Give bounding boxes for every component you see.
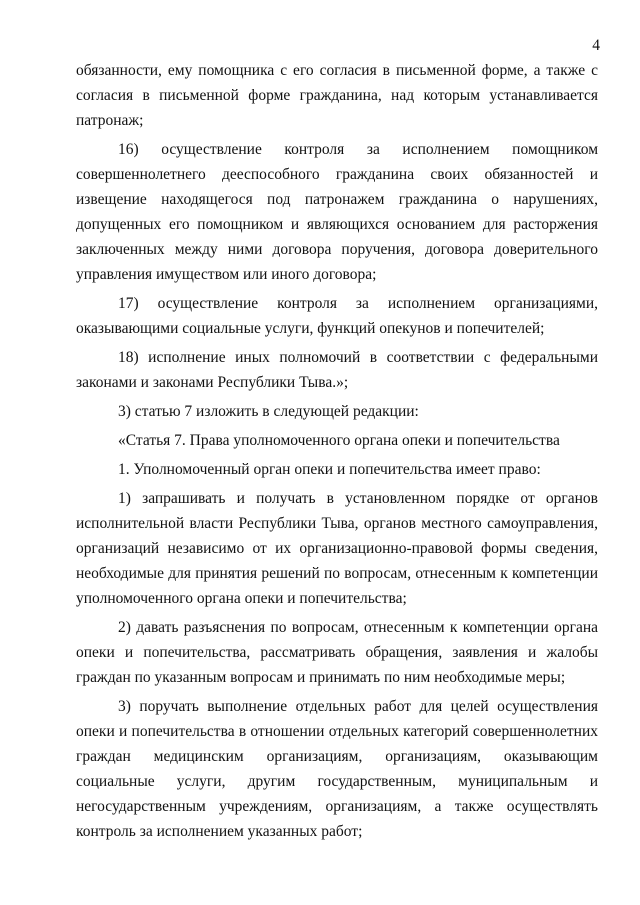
paragraph-right-1: 1) запрашивать и получать в установленном порядке от органов исполнительной власти Республики Тыва, органов местного самоуправления, организаций независимо от их организационно-правовой формы сведения, необходимые для принятия решений по вопросам, отнесенным к компетенции уполномоченного органа опеки и попечительства; (76, 490, 598, 607)
paragraph-item-17: 17) осуществление контроля за исполнением организациями, оказывающими социальные услуги, функций опекунов и попечителей; (76, 295, 598, 337)
paragraph-right-2: 2) давать разъяснения по вопросам, отнесенным к компетенции органа опеки и попечительства, рассматривать обращения, заявления и жалобы граждан по указанным вопросам и принимать по ним необходимые меры; (76, 619, 598, 686)
paragraph-clause-1: 1. Уполномоченный орган опеки и попечительства имеет право: (118, 461, 541, 478)
paragraph-continuation: обязанности, ему помощника с его согласия в письменной форме, а также с согласия в письменной форме гражданина, над которым устанавливается патронаж; (76, 62, 598, 129)
paragraph-right-3: 3) поручать выполнение отдельных работ для целей осуществления опеки и попечительства в отношении отдельных категорий совершеннолетних граждан медицинским организациям, организациям, оказывающим социальные услуги, другим государственным, муниципальным и негосударственным учреждениям, организациям, а также осуществлять контроль за исполнением указанных работ; (76, 698, 598, 840)
paragraph-amendment-3: 3) статью 7 изложить в следующей редакции: (118, 403, 419, 420)
document-body (76, 58, 598, 848)
article-7-heading: «Статья 7. Права уполномоченного органа опеки и попечительства (118, 432, 560, 449)
paragraph-item-16: 16) осуществление контроля за исполнением помощником совершеннолетнего дееспособного гражданина своих обязанностей и извещение находящегося под патронажем гражданина о нарушениях, допущенных его помощником и являющихся основанием для расторжения заключенных между ними договора поручения, договора доверительного управления имуществом или иного договора; (76, 141, 598, 283)
paragraph-item-18: 18) исполнение иных полномочий в соответствии с федеральными законами и законами Республики Тыва.»; (76, 349, 598, 391)
page-number: 4 (592, 37, 600, 54)
